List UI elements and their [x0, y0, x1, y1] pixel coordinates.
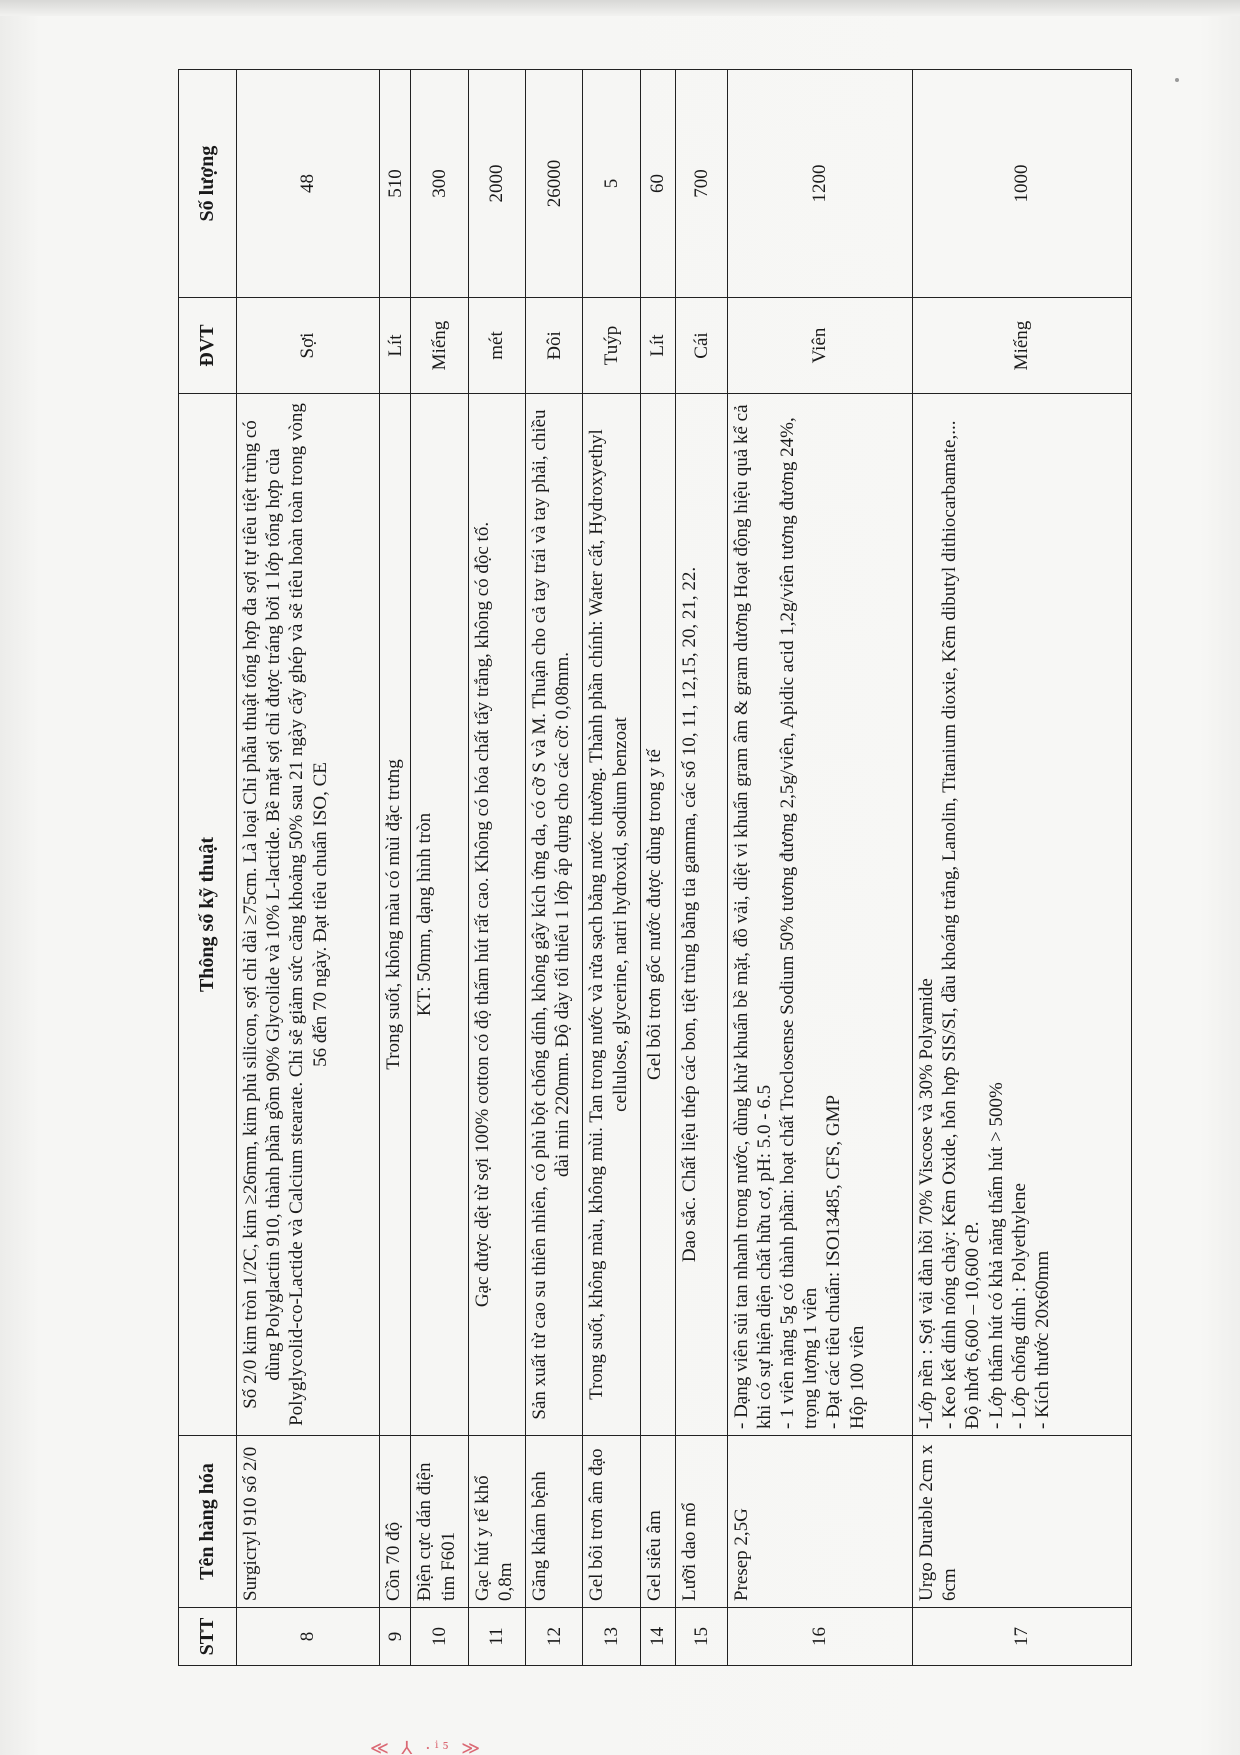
table-header-row [179, 70, 237, 1666]
table-row [727, 70, 912, 1666]
spec-line: - Keo kết dính nóng chảy: Kẽm Oxide, hỗn hợp SIS/SI, dầu khoáng trắng, Lanolin, Titanium dioxie, Kẽm dibutyl dithiocarbamate,... Độ nhớt 6,600 – 10,600 cP. [939, 420, 984, 1429]
spec-table [178, 69, 1132, 1666]
spec-line: Dao sắc. Chất liệu thép các bon, tiệt trùng bằng tia gamma, các số 10, 11, 12,15, 20, 21, 22. [679, 566, 701, 1263]
cell-spec [583, 394, 640, 1436]
spec-line: Gel bôi trơn gốc nước được dùng trong y tế [643, 749, 665, 1080]
cell-name: Găng khám bệnh [526, 1436, 583, 1608]
header-stt: STT [179, 1608, 237, 1666]
cell-unit: Tuýp [583, 298, 640, 394]
cell-unit: mét [468, 298, 525, 394]
cell-stt: 13 [583, 1608, 640, 1666]
cell-unit: Lít [379, 298, 410, 394]
table-row [640, 70, 676, 1666]
spec-line: - Đạt các tiêu chuẩn: ISO13485, CFS, GMP [823, 1094, 845, 1429]
cell-unit: Cái [676, 298, 727, 394]
cell-stt: 11 [468, 1608, 525, 1666]
table-row [237, 70, 380, 1666]
spec-line: - 1 viên nặng 5g có thành phần: hoạt chất Troclosense Sodium 50% tương đương 2,5g/viên, Apidic acid 1,2g/viên tương đương 24%, trọng lượng 1 viên [777, 417, 822, 1429]
cell-spec [640, 394, 676, 1436]
cell-spec [411, 394, 468, 1436]
cell-name: Gel bôi trơn âm đạo [583, 1436, 640, 1608]
cell-stt: 12 [526, 1608, 583, 1666]
cell-unit: Đôi [526, 298, 583, 394]
spec-line: - Kích thước 20x60mm [1031, 1250, 1053, 1429]
cell-spec [727, 394, 912, 1436]
cell-stt: 16 [727, 1608, 912, 1666]
table-row [913, 70, 1132, 1666]
table-row [468, 70, 525, 1666]
cell-stt: 14 [640, 1608, 676, 1666]
cell-name: Lưỡi dao mổ [676, 1436, 727, 1608]
cell-qty: 5 [583, 70, 640, 298]
red-stamp-fragment: ≪ ⅄ ·ⁱ⁵ ≫ [370, 1738, 485, 1755]
cell-qty: 26000 [526, 70, 583, 298]
cell-unit: Lít [640, 298, 676, 394]
cell-qty: 510 [379, 70, 410, 298]
cell-name: Gạc hút y tế khổ 0,8m [468, 1436, 525, 1608]
cell-name: Điện cực dán điện tim F601 [411, 1436, 468, 1608]
cell-name: Presep 2,5G [727, 1436, 912, 1608]
spec-line: - Lớp thấm hút có khả năng thấm hút > 500% [985, 1082, 1007, 1429]
spec-line: Số 2/0 kim tròn 1/2C, kim ≥26mm, kim phủ silicon, sợi chỉ dài ≥75cm. Là loại Chỉ phẫu thuật tổng hợp đa sợi tự tiêu tiệt trùng có dùng Polyglactin 910, thành phần gồm 90% Glycolide và 10% L-lactide. Bề mặt sợi chỉ được tráng bởi 1 lớp tổng hợp của Polyglycolid-co-Lactide và Calcium stearate. Chỉ sẽ giảm sức căng khoảng 50% sau 21 ngày cấy ghép và sẽ tiêu hoàn toàn trong vòng 56 đến 70 ngày. Đạt tiêu chuẩn ISO, CE [240, 403, 331, 1426]
rotated-document [178, 70, 1132, 1666]
table-row [526, 70, 583, 1666]
cell-stt: 9 [379, 1608, 410, 1666]
cell-name: Cồn 70 độ [379, 1436, 410, 1608]
table-row [379, 70, 410, 1666]
cell-stt: 17 [913, 1608, 1132, 1666]
table-row [676, 70, 727, 1666]
header-spec: Thông số kỹ thuật [179, 394, 237, 1436]
spec-line: - Lớp chống dính : Polyethylene [1008, 1183, 1030, 1429]
cell-stt: 8 [237, 1608, 380, 1666]
cell-stt: 15 [676, 1608, 727, 1666]
spec-line: KT: 50mm, dạng hình tròn [414, 812, 436, 1017]
cell-unit: Miếng [913, 298, 1132, 394]
cell-qty: 300 [411, 70, 468, 298]
cell-spec [379, 394, 410, 1436]
cell-spec [913, 394, 1132, 1436]
header-qty: Số lượng [179, 70, 237, 298]
cell-qty: 700 [676, 70, 727, 298]
cell-qty: 1200 [727, 70, 912, 298]
spec-line: Gạc được dệt từ sợi 100% cotton có độ thấm hút rất cao. Không có hóa chất tẩy trắng, không có độc tố. [471, 521, 493, 1308]
cell-unit: Viên [727, 298, 912, 394]
spec-line: -Lớp nền : Sợi vải đàn hồi 70% Viscose và 30% Polyamide [916, 978, 938, 1429]
cell-name: Gel siêu âm [640, 1436, 676, 1608]
cell-qty: 48 [237, 70, 380, 298]
cell-unit: Miếng [411, 298, 468, 394]
cell-name: Surgicryl 910 số 2/0 [237, 1436, 380, 1608]
spec-line: Hộp 100 viên [846, 1325, 868, 1429]
cell-qty: 60 [640, 70, 676, 298]
cell-qty: 1000 [913, 70, 1132, 298]
cell-unit: Sợi [237, 298, 380, 394]
cell-qty: 2000 [468, 70, 525, 298]
spec-line: Sản xuất từ cao su thiên nhiên, có phủ bột chống dính, không gây kích ứng da, có cỡ S và M. Thuận cho cả tay trái và tay phải, chiều dài min 220mm. Độ dày tối thiểu 1 lớp áp dụng cho các cỡ: 0,08mm. [529, 409, 574, 1420]
cell-spec [526, 394, 583, 1436]
spec-line: - Dạng viên sủi tan nhanh trong nước, dùng khử khuẩn bề mặt, đồ vải, diệt vi khuẩn gram âm & gram dương Hoạt động hiệu quả kể cả khi có sự hiện diện chất hữu cơ, pH: 5.0 - 6.5 [730, 404, 775, 1429]
spec-line: Trong suốt, không màu có mùi đặc trưng [382, 759, 404, 1070]
cell-spec [237, 394, 380, 1436]
cell-spec [468, 394, 525, 1436]
spec-line: Trong suốt, không màu, không mùi. Tan trong nước và rửa sạch bằng nước thường. Thành phần chính: Water cất, Hydroxyethyl cellulose, glycerine, natri hydroxid, sodium benzoat [586, 429, 631, 1400]
cell-stt: 10 [411, 1608, 468, 1666]
header-name: Tên hàng hóa [179, 1436, 237, 1608]
table-row [583, 70, 640, 1666]
scan-top-edge [0, 0, 1240, 16]
scan-speck [1175, 78, 1179, 82]
header-unit: ĐVT [179, 298, 237, 394]
cell-name: Urgo Durable 2cm x 6cm [913, 1436, 1132, 1608]
table-row [411, 70, 468, 1666]
cell-spec [676, 394, 727, 1436]
